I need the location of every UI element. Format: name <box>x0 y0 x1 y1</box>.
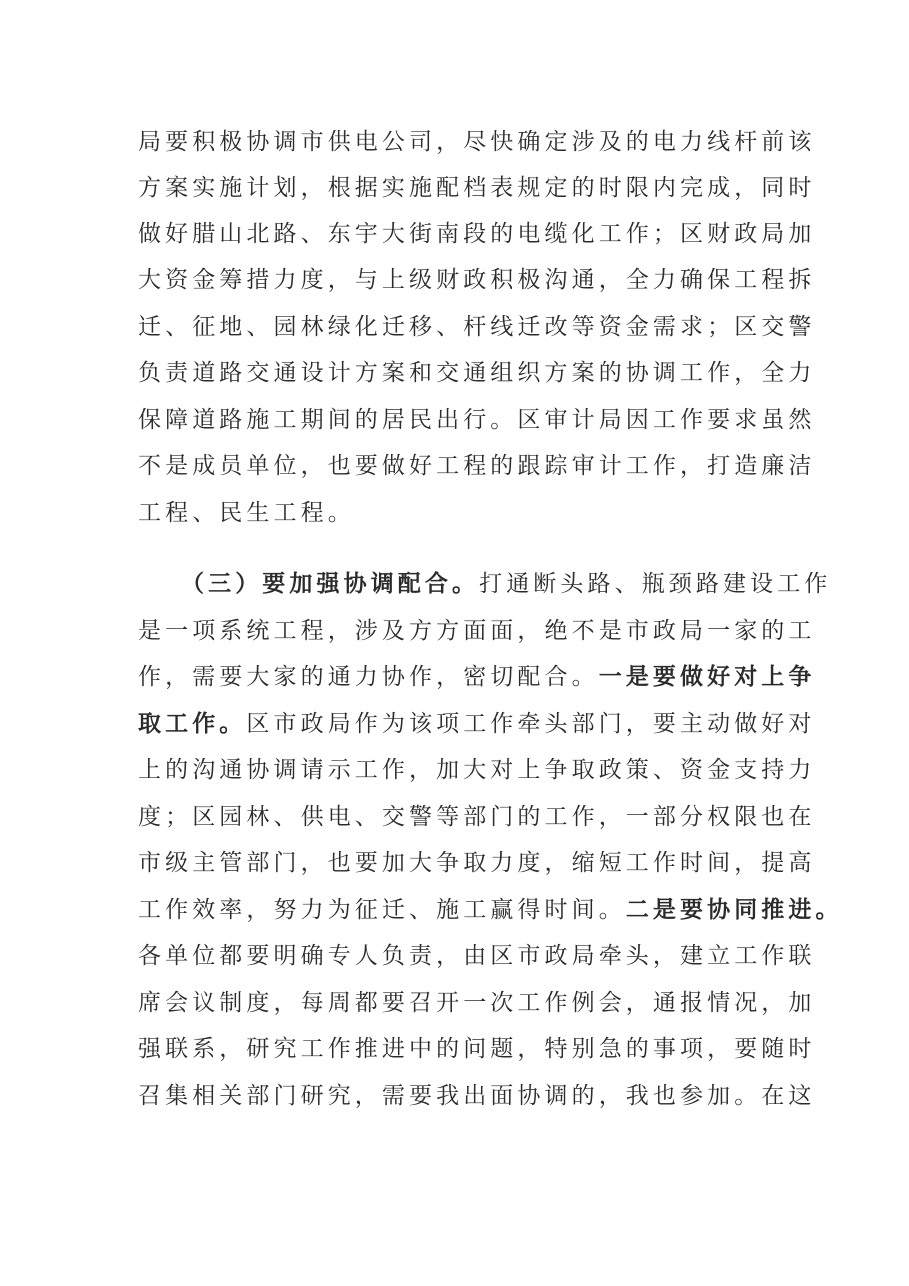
text-line <box>138 980 816 1026</box>
text-run: 上的沟通协调请示工作，加大对上争取政策、资金支持力 <box>138 757 816 783</box>
text-run: 席会议制度，每周都要召开一次工作例会，通报情况，加 <box>138 990 816 1016</box>
text-line <box>138 1026 816 1072</box>
text-line <box>138 397 816 443</box>
text-line <box>138 747 816 793</box>
text-run: 区市政局作为该项工作牵头部门，要主动做好对 <box>246 711 816 737</box>
bold-point: 二是要协同推进。 <box>625 896 843 923</box>
text-run: 各单位都要明确专人负责，由区市政局牵头，建立工作联 <box>138 943 816 969</box>
text-line <box>138 119 816 165</box>
text-line <box>138 794 816 840</box>
section-heading-line <box>181 561 832 607</box>
text-line <box>138 257 816 303</box>
text-run: 迁、征地、园林绿化迁移、杆线迁改等资金需求；区交警 <box>138 314 816 340</box>
text-run: 不是成员单位，也要做好工程的跟踪审计工作，打造廉洁 <box>138 453 816 479</box>
text-line <box>138 165 816 211</box>
text-run: 打通断头路、瓶颈路建设工作 <box>479 571 832 597</box>
text-run: 做好腊山北路、东宇大街南段的电缆化工作；区财政局加 <box>138 221 816 247</box>
text-line <box>138 654 816 700</box>
bold-point: 一是要做好对上争 <box>598 663 816 690</box>
text-line <box>138 1073 816 1119</box>
section-heading: （三）要加强协调配合。 <box>181 570 480 597</box>
text-run: 是一项系统工程，涉及方方面面，绝不是市政局一家的工 <box>138 618 816 644</box>
text-run: 强联系，研究工作推进中的问题，特别急的事项，要随时 <box>138 1036 816 1062</box>
text-run: 作，需要大家的通力协作，密切配合。 <box>138 664 599 690</box>
text-line <box>138 304 816 350</box>
text-run: 工作效率，努力为征迁、施工赢得时间。 <box>138 897 626 923</box>
text-line <box>138 933 816 979</box>
text-line <box>138 887 843 933</box>
text-run: 负责道路交通设计方案和交通组织方案的协调工作，全力 <box>138 360 816 386</box>
text-run: 局要积极协调市供电公司，尽快确定涉及的电力线杆前该 <box>138 129 816 155</box>
text-run: 方案实施计划，根据实施配档表规定的时限内完成，同时 <box>138 175 816 201</box>
text-line <box>138 608 816 654</box>
bold-point: 取工作。 <box>138 710 247 737</box>
text-run: 市级主管部门，也要加大争取力度，缩短工作时间，提高 <box>138 850 816 876</box>
text-line <box>138 490 778 536</box>
text-line <box>138 211 816 257</box>
text-line <box>138 840 816 886</box>
text-run: 大资金筹措力度，与上级财政积极沟通，全力确保工程拆 <box>138 267 816 293</box>
text-run: 工程、民生工程。 <box>138 500 355 526</box>
text-line <box>138 701 816 747</box>
text-run: 召集相关部门研究，需要我出面协调的，我也参加。在这 <box>138 1083 816 1109</box>
text-run: 保障道路施工期间的居民出行。区审计局因工作要求虽然 <box>138 407 816 433</box>
text-run: 度；区园林、供电、交警等部门的工作，一部分权限也在 <box>138 804 816 830</box>
text-line <box>138 350 816 396</box>
text-line <box>138 443 816 489</box>
